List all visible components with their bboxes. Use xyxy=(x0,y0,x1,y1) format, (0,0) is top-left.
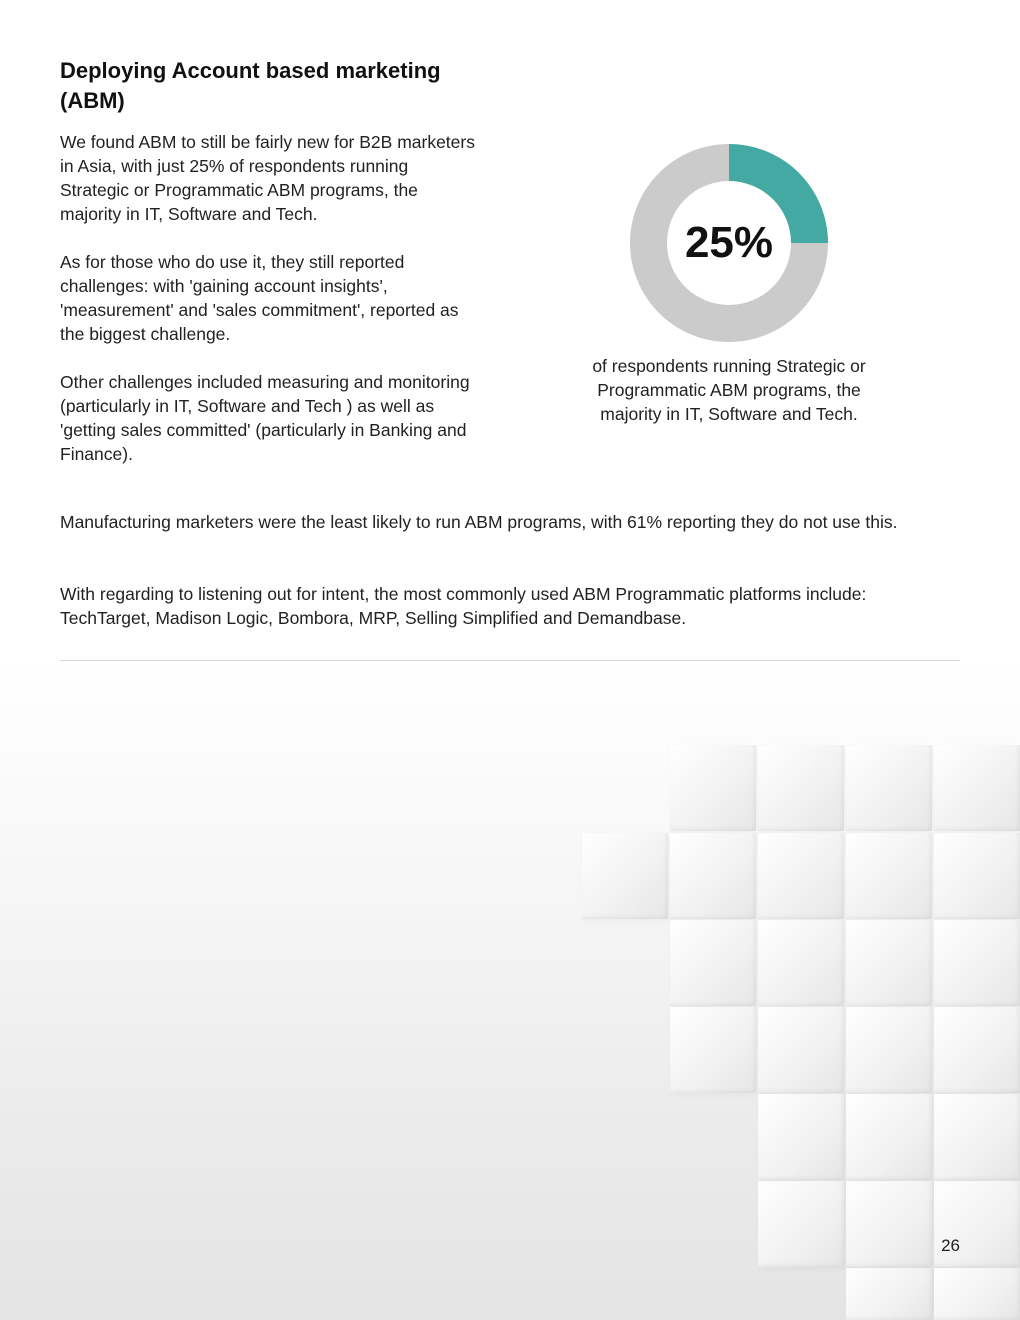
background-tile xyxy=(934,920,1020,1006)
background-tile xyxy=(846,920,932,1006)
background-tile xyxy=(934,833,1020,919)
background-tile xyxy=(670,833,756,919)
background-tile xyxy=(670,745,756,831)
background-tile xyxy=(934,1268,1020,1320)
background-tile xyxy=(846,745,932,831)
section-heading: Deploying Account based marketing (ABM) xyxy=(60,58,441,113)
background-tile xyxy=(934,745,1020,831)
manufacturing-paragraph: Manufacturing marketers were the least likely to run ABM programs, with 61% reporting they do not use this. xyxy=(60,512,898,532)
donut-center-label: 25% xyxy=(684,218,774,267)
background-tile xyxy=(670,1007,756,1093)
background-tile xyxy=(846,1094,932,1180)
background-tile xyxy=(846,833,932,919)
intro-paragraph: We found ABM to still be fairly new for B2B marketers in Asia, with just 25% of respondents running Strategic or Programmatic ABM programs, the majority in IT, Software and Tech. xyxy=(60,132,475,224)
other-challenges-paragraph: Other challenges included measuring and monitoring (particularly in IT, Software and Tech ) as well as 'getting sales committed' (particularly in Banking and Finance). xyxy=(60,372,470,464)
background-tile xyxy=(758,833,844,919)
background-tile xyxy=(758,1094,844,1180)
background-tile xyxy=(582,833,668,919)
background-tile xyxy=(934,1094,1020,1180)
background-tile xyxy=(846,1007,932,1093)
challenges-paragraph: As for those who do use it, they still reported challenges: with 'gaining account insights', 'measurement' and 'sales commitment', reported as the biggest challenge. xyxy=(60,252,459,344)
background-tile xyxy=(758,1181,844,1267)
stat-caption: of respondents running Strategic or Programmatic ABM programs, the majority in IT, Software and Tech. xyxy=(592,356,866,424)
section-divider xyxy=(60,660,960,661)
donut-chart-svg xyxy=(629,143,829,343)
donut-chart xyxy=(629,143,829,343)
background-tile xyxy=(934,1007,1020,1093)
background-tile xyxy=(846,1268,932,1320)
page-number: 26 xyxy=(941,1236,960,1255)
platforms-paragraph: With regarding to listening out for intent, the most commonly used ABM Programmatic platforms include: TechTarget, Madison Logic, Bombora, MRP, Selling Simplified and Demandbase. xyxy=(60,584,867,628)
background-tile xyxy=(670,920,756,1006)
background-tile xyxy=(758,745,844,831)
background-tile xyxy=(758,920,844,1006)
background-tile xyxy=(758,1007,844,1093)
